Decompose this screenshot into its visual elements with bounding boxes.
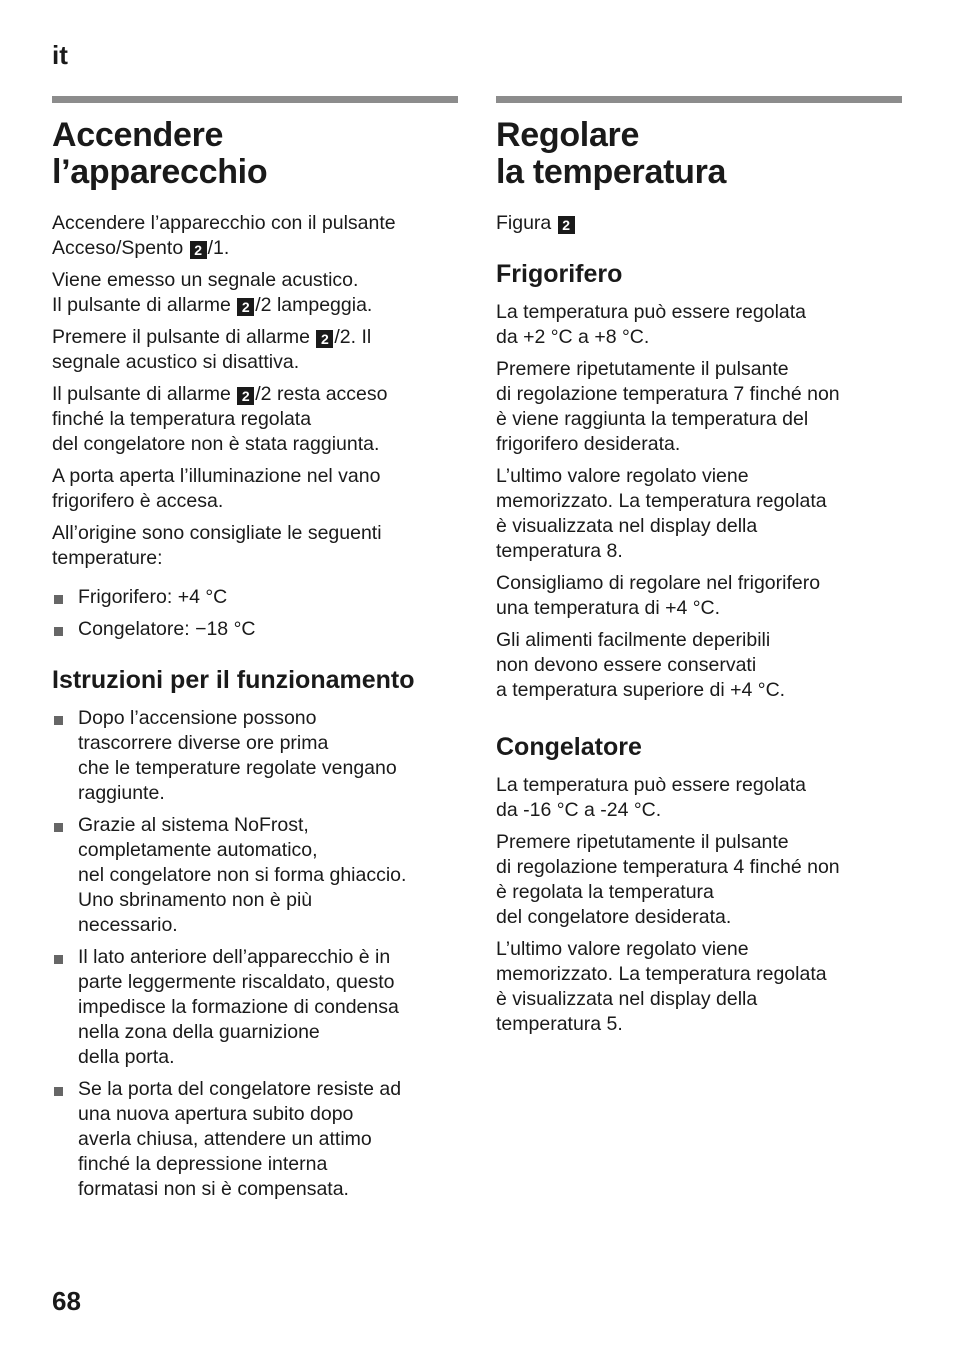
list-item: Frigorifero: +4 °C <box>52 585 458 610</box>
operating-notes-list <box>52 706 458 1202</box>
paragraph: La temperatura può essere regolata da +2 °C a +8 °C. <box>496 301 807 348</box>
paragraph: La temperatura può essere regolata da -16 °C a -24 °C. <box>496 774 807 821</box>
subheading: Istruzioni per il funzionamento <box>52 666 415 694</box>
figure-ref-badge: 2 <box>316 330 333 348</box>
list-item: Congelatore: −18 °C <box>52 617 458 642</box>
paragraph: Premere ripetutamente il pulsante di regolazione temperatura 7 finché non è viene raggiunta la temperatura del frigorifero desiderata. <box>496 358 840 455</box>
figure-ref-badge: 2 <box>190 241 207 259</box>
paragraph: Premere ripetutamente il pulsante di regolazione temperatura 4 finché non è regolata la temperatura del congelatore desiderata. <box>496 831 840 928</box>
section-set-temperature <box>496 96 902 1044</box>
list-item: Dopo l’accensione possono trascorrere diverse ore prima che le temperature regolate vengano raggiunte. <box>52 706 458 806</box>
figure-ref-badge: 2 <box>237 387 254 405</box>
section-rule <box>52 96 458 103</box>
section-title: Accendere l’apparecchio <box>52 116 268 191</box>
paragraph: Viene emesso un segnale acustico. Il pulsante di allarme 2 /2 lampeggia. <box>52 269 373 316</box>
figure-ref-badge: 2 <box>237 298 254 316</box>
paragraph: Il pulsante di allarme 2 /2 resta acceso finché la temperatura regolata del congelatore non è stata raggiunta. <box>52 383 388 455</box>
paragraph: L’ultimo valore regolato viene memorizzato. La temperatura regolata è visualizzata nel display della temperatura 5. <box>496 938 827 1035</box>
list-item: Il lato anteriore dell’apparecchio è in parte leggermente riscaldato, questo impedisce la formazione di condensa nella zona della guarnizione della porta. <box>52 945 458 1070</box>
list-item: Se la porta del congelatore resiste ad una nuova apertura subito dopo averla chiusa, attendere un attimo finché la depressione interna formatasi non si è compensata. <box>52 1077 458 1202</box>
figure-ref-badge: 2 <box>558 216 575 234</box>
paragraph: A porta aperta l’illuminazione nel vano frigorifero è accesa. <box>52 465 381 512</box>
paragraph: L’ultimo valore regolato viene memorizzato. La temperatura regolata è visualizzata nel display della temperatura 8. <box>496 465 827 562</box>
section-switch-on <box>52 96 458 1209</box>
section-rule <box>496 96 902 103</box>
list-item: Grazie al sistema NoFrost, completamente automatico, nel congelatore non si forma ghiaccio. Uno sbrinamento non è più necessario. <box>52 813 458 938</box>
paragraph: Gli alimenti facilmente deperibili non devono essere conservati a temperatura superiore di +4 °C. <box>496 629 786 701</box>
fridge-heading: Frigorifero <box>496 260 623 288</box>
section-title: Regolare la temperatura <box>496 116 727 191</box>
figure-reference: Figura 2 <box>496 211 902 236</box>
paragraph: Consigliamo di regolare nel frigorifero una temperatura di +4 °C. <box>496 572 821 619</box>
paragraph: Accendere l’apparecchio con il pulsante Acceso/Spento 2 /1. <box>52 212 396 259</box>
language-label: it <box>52 40 68 70</box>
paragraph: All’origine sono consigliate le seguenti temperature: <box>52 522 382 569</box>
page-number: 68 <box>52 1286 81 1316</box>
freezer-heading: Congelatore <box>496 733 642 761</box>
recommended-temperatures-list <box>52 585 458 642</box>
paragraph: Premere il pulsante di allarme 2 /2. Il segnale acustico si disattiva. <box>52 326 372 373</box>
